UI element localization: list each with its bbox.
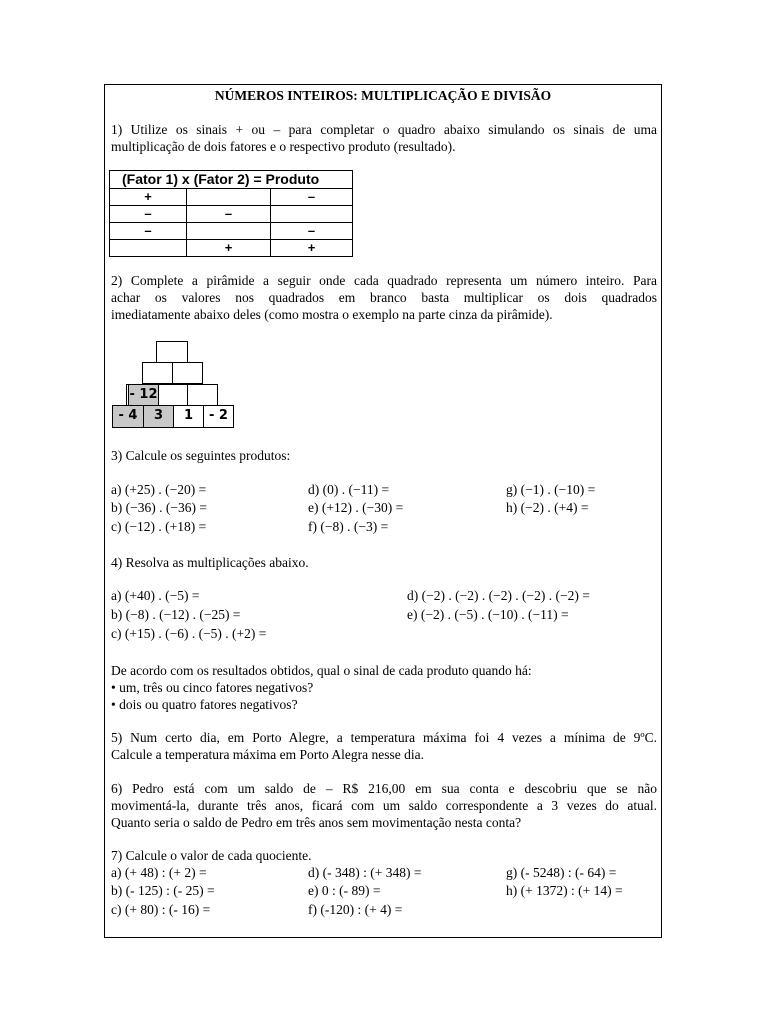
q2-text	[111, 272, 657, 323]
q1-line: multiplicação de dois fatores e o respectivo produto (resultado).	[111, 139, 456, 154]
exercise-item: b) (−8) . (−12) . (−25) =	[111, 607, 241, 622]
exercise-item: a) (+40) . (−5) =	[111, 588, 200, 603]
q5-line: 5) Num certo dia, em Porto Alegre, a temperatura máxima foi 4 vezes a mínima de 9ºC.	[111, 730, 657, 745]
table-cell[interactable]	[187, 223, 271, 240]
worksheet-page	[104, 84, 662, 938]
table-row	[110, 240, 353, 257]
table-row	[110, 223, 353, 240]
pyramid-cell[interactable]	[156, 341, 188, 363]
table-cell[interactable]: –	[110, 223, 187, 240]
q5-line: Calcule a temperatura máxima em Porto Alegra nesse dia.	[111, 747, 425, 762]
exercise-item: h) (+ 1372) : (+ 14) =	[506, 883, 623, 898]
exercise-item: b) (- 125) : (- 25) =	[111, 883, 215, 898]
pyramid-cell: 1	[173, 405, 204, 428]
exercise-item: d) (- 348) : (+ 348) =	[308, 865, 422, 880]
table-cell[interactable]	[271, 206, 353, 223]
q1-text	[111, 121, 657, 155]
exercise-item: f) (−8) . (−3) =	[308, 519, 389, 534]
table-cell[interactable]: –	[110, 206, 187, 223]
pyramid-cell: - 2	[203, 405, 234, 428]
q6-line: movimentá-la, durante três anos, ficará com um saldo correspondente a 3 vezes do atual.	[111, 798, 657, 813]
pyramid-example-cell: 3	[143, 405, 174, 428]
exercise-item: b) (−36) . (−36) =	[111, 500, 207, 515]
signs-table	[109, 170, 353, 257]
q6-text	[111, 780, 657, 831]
table-cell[interactable]	[110, 240, 187, 257]
table-cell[interactable]	[187, 189, 271, 206]
exercise-item: a) (+25) . (−20) =	[111, 482, 207, 497]
exercise-item: g) (−1) . (−10) =	[506, 482, 596, 497]
pyramid-cell[interactable]	[142, 362, 173, 384]
exercise-item: h) (−2) . (+4) =	[506, 500, 589, 515]
exercise-item: e) (+12) . (−30) =	[308, 500, 404, 515]
q6-line: Quanto seria o saldo de Pedro em três anos sem movimentação nesta conta?	[111, 815, 522, 830]
exercise-item: g) (- 5248) : (- 64) =	[506, 865, 617, 880]
exercise-item: c) (−12) . (+18) =	[111, 519, 207, 534]
q2-line: imediatamente abaixo deles (como mostra o exemplo na parte cinza da pirâmide).	[111, 307, 553, 322]
q4-bullet: • um, três ou cinco fatores negativos?	[111, 680, 314, 695]
pyramid-cell[interactable]	[172, 362, 203, 384]
q4-bullet: • dois ou quatro fatores negativos?	[111, 697, 298, 712]
q7-heading: 7) Calcule o valor de cada quociente.	[111, 848, 312, 863]
pyramid-example-cell: - 12	[128, 385, 159, 406]
q5-text	[111, 729, 657, 763]
q3-heading: 3) Calcule os seguintes produtos:	[111, 448, 291, 463]
pyramid-example-cell: - 4	[112, 405, 144, 428]
exercise-item: f) (-120) : (+ 4) =	[308, 902, 403, 917]
pyramid-cell[interactable]	[187, 384, 218, 406]
table-row	[110, 206, 353, 223]
pyramid-cell[interactable]	[157, 384, 188, 406]
table-cell[interactable]: –	[187, 206, 271, 223]
page-title: NÚMEROS INTEIROS: MULTIPLICAÇÃO E DIVISÃO	[214, 88, 552, 103]
exercise-item: c) (+ 80) : (- 16) =	[111, 902, 211, 917]
q2-line: achar os valores nos quadrados em branco basta multiplicar os dois quadrados	[111, 290, 657, 305]
exercise-item: c) (+15) . (−6) . (−5) . (+2) =	[111, 626, 267, 641]
signs-table-header: (Fator 1) x (Fator 2) = Produto	[110, 171, 353, 189]
table-cell[interactable]: –	[271, 189, 353, 206]
table-row	[110, 189, 353, 206]
table-cell[interactable]: +	[110, 189, 187, 206]
exercise-item: d) (−2) . (−2) . (−2) . (−2) . (−2) =	[407, 588, 590, 603]
table-cell[interactable]: +	[271, 240, 353, 257]
q4-heading: 4) Resolva as multiplicações abaixo.	[111, 555, 309, 570]
q6-line: 6) Pedro está com um saldo de – R$ 216,00 em sua conta e descobriu que se não	[111, 781, 657, 796]
q2-line: 2) Complete a pirâmide a seguir onde cada quadrado representa um número inteiro. Para	[111, 273, 657, 288]
table-cell[interactable]: +	[187, 240, 271, 257]
q4-question: De acordo com os resultados obtidos, qual o sinal de cada produto quando há:	[111, 663, 532, 678]
q1-line: 1) Utilize os sinais + ou – para completar o quadro abaixo simulando os sinais de uma	[111, 122, 657, 137]
exercise-item: e) (−2) . (−5) . (−10) . (−11) =	[407, 607, 569, 622]
table-cell[interactable]: –	[271, 223, 353, 240]
exercise-item: d) (0) . (−11) =	[308, 482, 390, 497]
exercise-item: e) 0 : (- 89) =	[308, 883, 381, 898]
exercise-item: a) (+ 48) : (+ 2) =	[111, 865, 207, 880]
